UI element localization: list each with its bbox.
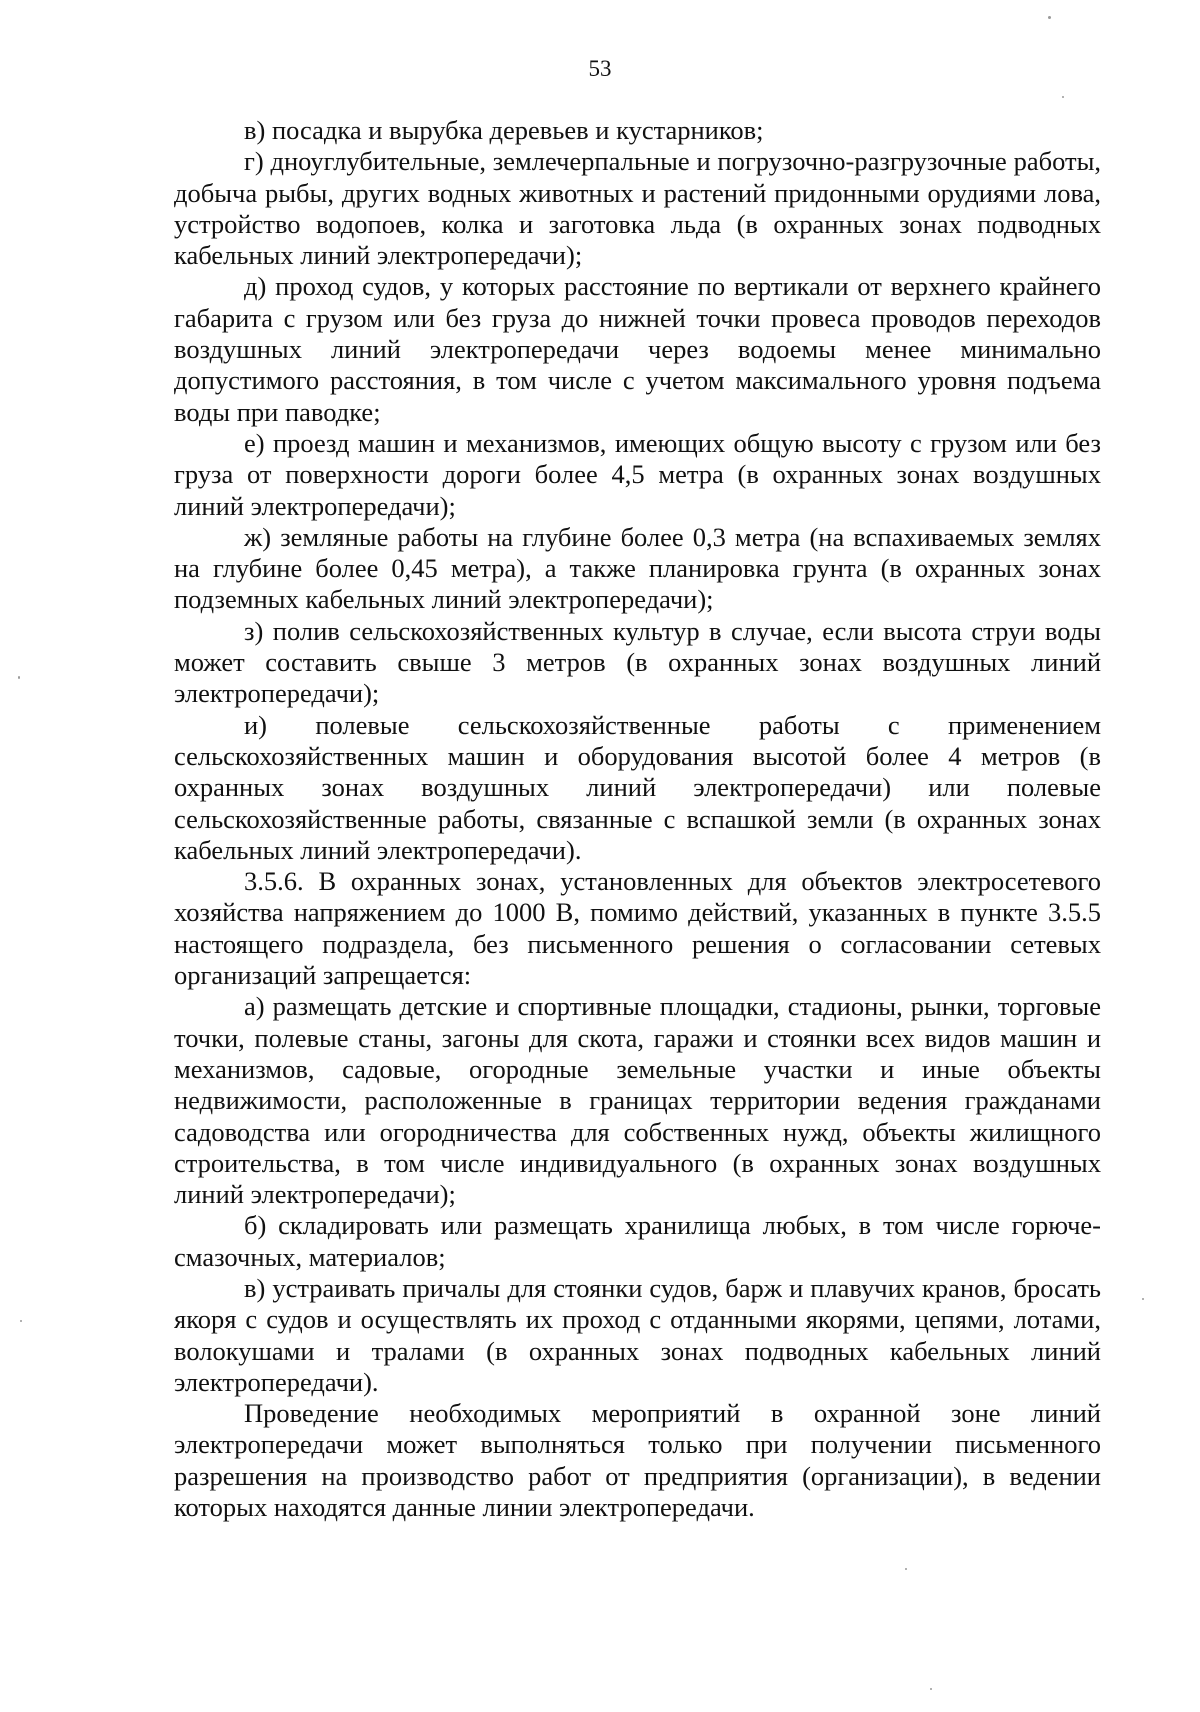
paragraph-item-v-moorings: в) устраивать причалы для стоянки судов, барж и плавучих кранов, бросать якоря с судов и осуществлять их проход с отданными якорями, цепями, лотами, волокушами и тралами (в охранных зонах подводных кабельных линий электропередачи). xyxy=(174,1272,1101,1397)
paragraph-item-a-placement: а) размещать детские и спортивные площадки, стадионы, рынки, торговые точки, полевые станы, загоны для скота, гаражи и стоянки всех видов машин и механизмов, садовые, огородные земельные участки и иные объекты недвижимости, расположенные в границах территории ведения гражданами садоводства или огородничества для собственных нужд, объекты жилищного строительства, в том числе индивидуального (в охранных зонах воздушных линий электропередачи); xyxy=(174,991,1101,1210)
scan-speck xyxy=(1048,16,1051,19)
scan-speck xyxy=(20,1320,22,1322)
paragraph-item-v-planting: в) посадка и вырубка деревьев и кустарников; xyxy=(244,115,764,145)
section-3-5-6-paragraph: 3.5.6. В охранных зонах, установленных для объектов электросетевого хозяйства напряжением до 1000 В, помимо действий, указанных в пункте 3.5.5 настоящего подраздела, без письменного решения о согласовании сетевых организаций запрещается: xyxy=(174,866,1101,991)
scan-speck xyxy=(18,676,20,679)
scan-speck xyxy=(1062,96,1064,98)
scan-speck xyxy=(905,1568,907,1570)
paragraph-item-i-field-works: и) полевые сельскохозяйственные работы с применением сельскохозяйственных машин и оборудования высотой более 4 метров (в охранных зонах воздушных линий электропередачи) или полевые сельскохозяйственные работы, связанные с вспашкой земли (в охранных зонах кабельных линий электропередачи). xyxy=(174,709,1101,865)
scan-speck xyxy=(930,1688,932,1690)
paragraph-item-zh-earthworks: ж) земляные работы на глубине более 0,3 метра (на вспахиваемых землях на глубине более 0,45 метра), а также планировка грунта (в охранных зонах подземных кабельных линий электропередачи); xyxy=(174,521,1101,615)
closing-paragraph: Проведение необходимых мероприятий в охранной зоне линий электропередачи может выполняться только при получении письменного разрешения на производство работ от предприятия (организации), в ведении которых находятся данные линии электропередачи. xyxy=(174,1398,1101,1523)
paragraph-item-g-dredging: г) дноуглубительные, землечерпальные и погрузочно-разгрузочные работы, добыча рыбы, других водных животных и растений придонными орудиями лова, устройство водопоев, колка и заготовка льда (в охранных зонах подводных кабельных линий электропередачи); xyxy=(174,146,1101,271)
paragraph-item-e-vehicle-passage: е) проезд машин и механизмов, имеющих общую высоту с грузом или без груза от поверхности дороги более 4,5 метра (в охранных зонах воздушных линий электропередачи); xyxy=(174,427,1101,521)
page-number: 53 xyxy=(588,56,612,81)
paragraph-item-b-storage: б) складировать или размещать хранилища любых, в том числе горюче-смазочных, материалов; xyxy=(174,1210,1101,1272)
scan-speck xyxy=(1142,1298,1144,1300)
paragraph-item-z-irrigation: з) полив сельскохозяйственных культур в случае, если высота струи воды может составить свыше 3 метров (в охранных зонах воздушных линий электропередачи); xyxy=(174,615,1101,709)
paragraph-item-d-ship-passage: д) проход судов, у которых расстояние по вертикали от верхнего крайнего габарита с грузом или без груза до нижней точки провеса проводов переходов воздушных линий электропередачи через водоемы менее минимально допустимого расстояния, в том числе с учетом максимального уровня подъема воды при паводке; xyxy=(174,271,1101,427)
document-body xyxy=(174,115,1101,1523)
